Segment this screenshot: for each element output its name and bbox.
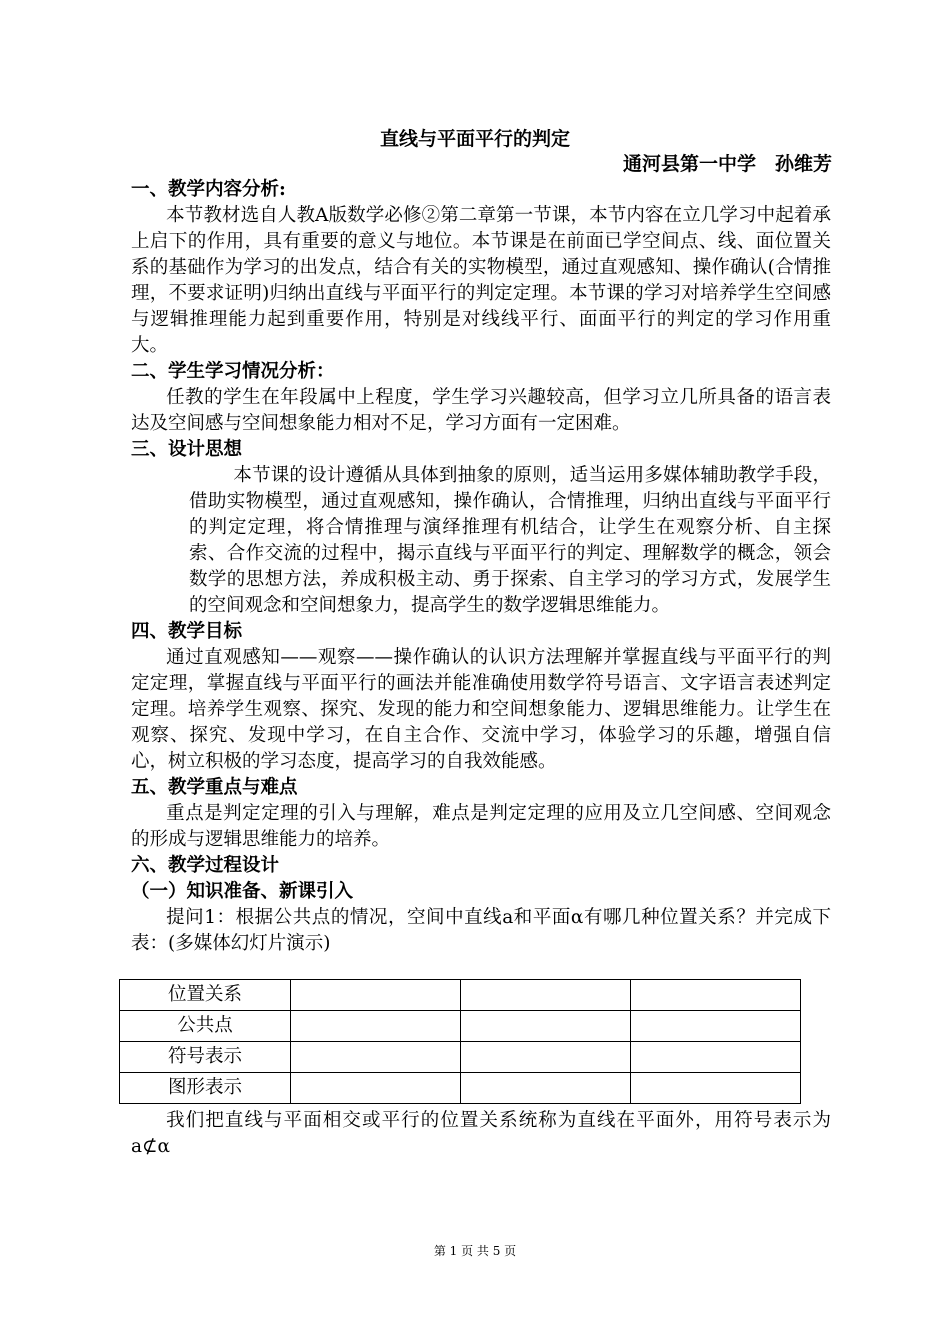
closing-paragraph: 我们把直线与平面相交或平行的位置关系统称为直线在平面外，用符号表示为a⊄α (131, 1110, 831, 1157)
table-row-label: 符号表示 (120, 1042, 291, 1073)
document-author: 通河县第一中学 孙维芳 (622, 153, 832, 175)
table-cell (631, 1073, 801, 1104)
section-heading-design-idea: 三、设计思想 (131, 439, 243, 460)
section-heading-process-design: 六、教学过程设计 (131, 855, 280, 876)
section-paragraph-content-analysis: 本节教材选自人教A版数学必修②第二章第一节课，本节内容在立几学习中起着承上启下的作用，具有重要的意义与地位。本节课是在前面已学空间点、线、面位置关系的基础作为学习的出发点，结合有关的实物模型，通过直观感知、操作确认(合情推理，不要求证明)归纳出直线与平面平行的判定定理。本节课的学习对培养学生空间感与逻辑推理能力起到重要作用，特别是对线线平行、面面平行的判定的学习作用重大。 (131, 205, 831, 356)
page-footer: 第 1 页 共 5 页 (433, 1244, 517, 1258)
subsection-heading-knowledge-prep: （一）知识准备、新课引入 (131, 881, 354, 902)
table-row (120, 1042, 801, 1073)
table-cell (631, 980, 801, 1011)
table-cell (461, 1042, 631, 1073)
table-cell (461, 980, 631, 1011)
document-body (131, 177, 831, 1160)
table-cell (631, 1042, 801, 1073)
table-row-label: 公共点 (120, 1011, 291, 1042)
section-paragraph-key-points: 重点是判定定理的引入与理解，难点是判定定理的应用及立几空间感、空间观念的形成与逻辑思维能力的培养。 (131, 803, 831, 850)
section-heading-student-analysis: 二、学生学习情况分析： (131, 361, 335, 382)
section-paragraph-question-1: 提问1：根据公共点的情况，空间中直线a和平面α有哪几种位置关系？并完成下表：(多媒体幻灯片演示) (131, 907, 831, 954)
table-row (120, 1073, 801, 1104)
table-row (120, 1011, 801, 1042)
document-title: 直线与平面平行的判定 (379, 128, 570, 150)
table-cell (631, 1011, 801, 1042)
section-heading-teaching-goals: 四、教学目标 (131, 621, 243, 642)
table-cell (291, 980, 461, 1011)
table-cell (461, 1011, 631, 1042)
position-relation-table (119, 979, 801, 1104)
table-row-label: 位置关系 (120, 980, 291, 1011)
table-row-label: 图形表示 (120, 1073, 291, 1104)
section-paragraph-teaching-goals: 通过直观感知——观察——操作确认的认识方法理解并掌握直线与平面平行的判定定理，掌握直线与平面平行的画法并能准确使用数学符号语言、文字语言表述判定定理。培养学生观察、探究、发现的能力和空间想象能力、逻辑思维能力。让学生在观察、探究、发现中学习，在自主合作、交流中学习，体验学习的乐趣，增强自信心，树立积极的学习态度，提高学习的自我效能感。 (131, 647, 831, 772)
section-heading-key-points: 五、教学重点与难点 (131, 777, 298, 798)
table-cell (291, 1011, 461, 1042)
table-cell (291, 1073, 461, 1104)
section-heading-content-analysis: 一、教学内容分析: (131, 179, 286, 200)
section-paragraph-design-idea: 本节课的设计遵循从具体到抽象的原则，适当运用多媒体辅助教学手段，借助实物模型，通过直观感知，操作确认，合情推理，归纳出直线与平面平行的判定定理，将合情推理与演绎推理有机结合，让学生在观察分析、自主探索、合作交流的过程中，揭示直线与平面平行的判定、理解数学的概念，领会数学的思想方法，养成积极主动、勇于探索、自主学习的学习方式，发展学生的空间观念和空间想象力，提高学生的数学逻辑思维能力。 (189, 465, 831, 616)
table-cell (461, 1073, 631, 1104)
table-cell (291, 1042, 461, 1073)
section-paragraph-student-analysis: 任教的学生在年段属中上程度，学生学习兴趣较高，但学习立几所具备的语言表达及空间感与空间想象能力相对不足，学习方面有一定困难。 (131, 387, 831, 434)
table-row (120, 980, 801, 1011)
